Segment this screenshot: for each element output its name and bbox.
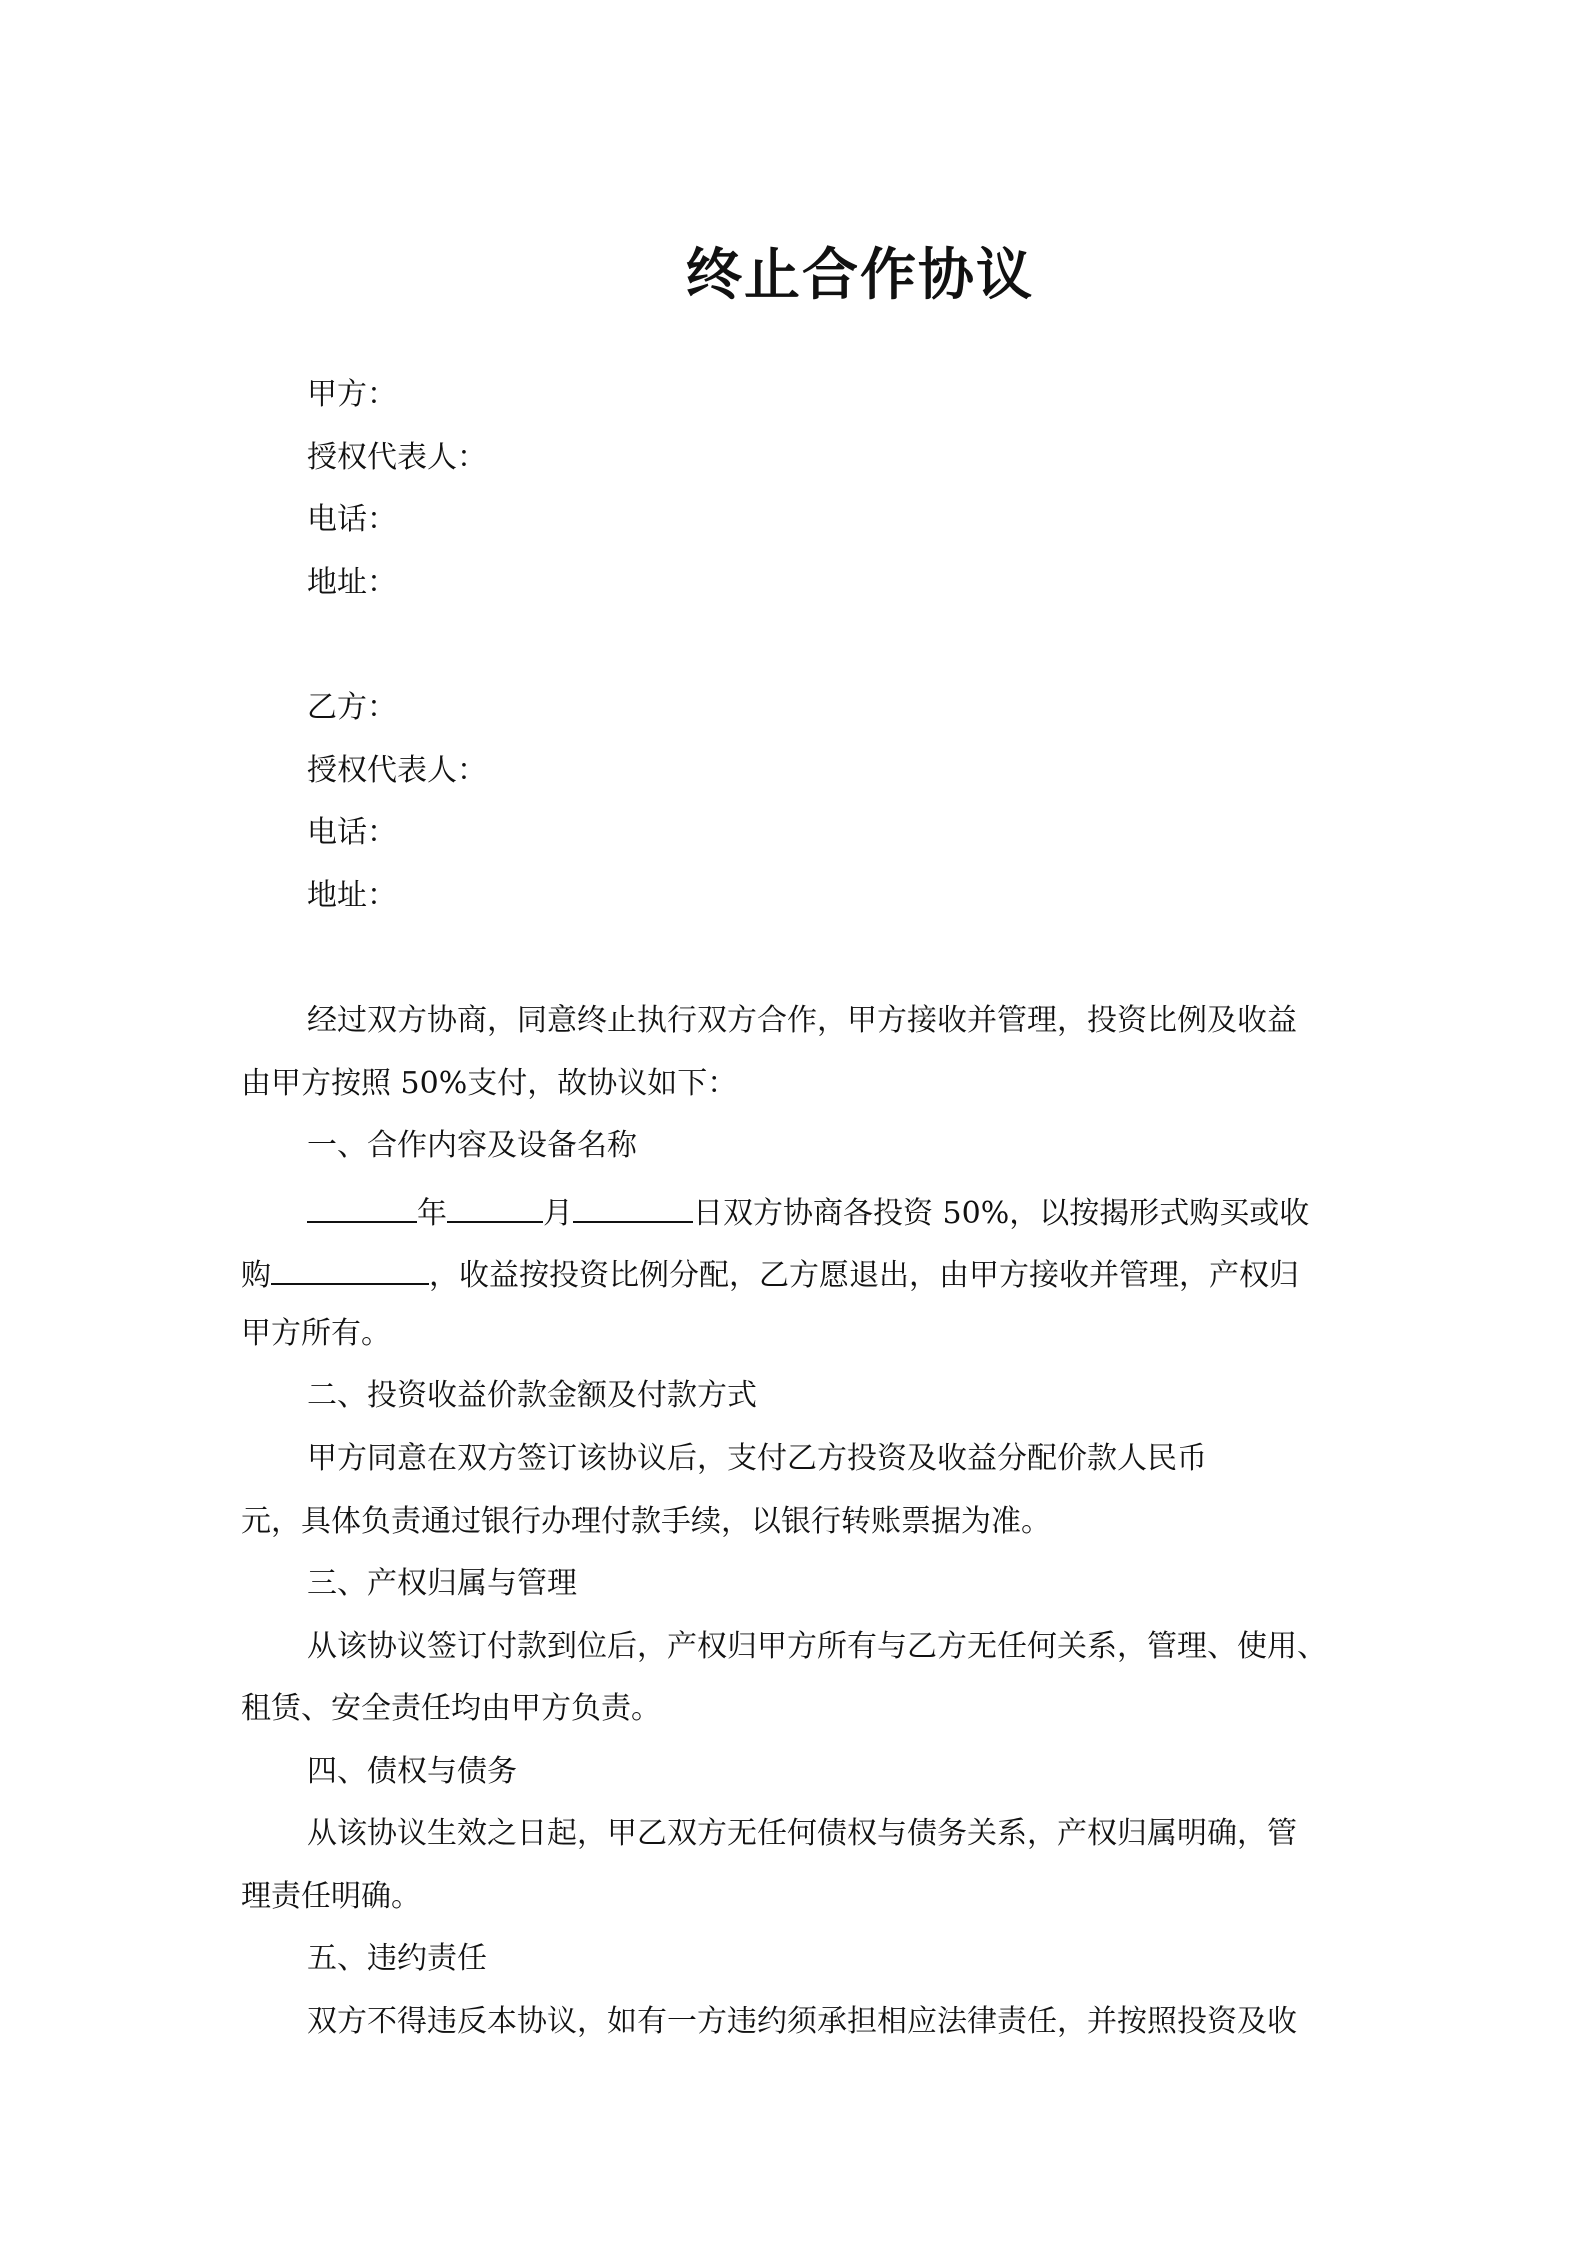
section-3-line-2: 租赁、安全责任均由甲方负责。 <box>241 1691 661 1726</box>
blank-item-field[interactable] <box>271 1251 429 1285</box>
party-a-address-label: 地址： <box>307 565 397 600</box>
party-b-name-label: 乙方： <box>307 690 397 725</box>
year-label: 年 <box>417 1196 447 1231</box>
section-1-line-2 <box>241 1251 1299 1296</box>
section-5-heading: 五、违约责任 <box>307 1941 487 1976</box>
blank-month-field[interactable] <box>447 1189 543 1223</box>
party-b-representative-label: 授权代表人： <box>307 753 487 788</box>
party-a-name-label: 甲方： <box>307 377 397 412</box>
section-1-line-3: 甲方所有。 <box>241 1316 391 1351</box>
section-2-heading: 二、投资收益价款金额及付款方式 <box>307 1378 757 1413</box>
section-1-line-2-text: ，收益按投资比例分配，乙方愿退出，由甲方接收并管理，产权归 <box>429 1258 1299 1293</box>
party-a-representative-label: 授权代表人： <box>307 440 487 475</box>
section-3-heading: 三、产权归属与管理 <box>307 1566 577 1601</box>
section-2-line-2: 元，具体负责通过银行办理付款手续，以银行转账票据为准。 <box>241 1504 1051 1539</box>
section-1-line-1 <box>307 1189 1309 1234</box>
document-title: 终止合作协议 <box>686 242 1034 308</box>
blank-year-field[interactable] <box>307 1189 417 1223</box>
section-4-line-2: 理责任明确。 <box>241 1879 421 1914</box>
party-a-phone-label: 电话： <box>307 502 397 537</box>
blank-day-field[interactable] <box>573 1189 693 1223</box>
section-4-line-1: 从该协议生效之日起，甲乙双方无任何债权与债务关系，产权归属明确，管 <box>307 1816 1297 1851</box>
intro-line-1: 经过双方协商，同意终止执行双方合作，甲方接收并管理，投资比例及收益 <box>307 1003 1297 1038</box>
party-b-address-label: 地址： <box>307 878 397 913</box>
party-b-phone-label: 电话： <box>307 815 397 850</box>
section-5-line-1: 双方不得违反本协议，如有一方违约须承担相应法律责任，并按照投资及收 <box>307 2004 1297 2039</box>
purchase-label: 购 <box>241 1258 271 1293</box>
section-2-line-1: 甲方同意在双方签订该协议后，支付乙方投资及收益分配价款人民币 <box>307 1441 1207 1476</box>
section-1-line-1-text: 日双方协商各投资 50%，以按揭形式购买或收 <box>693 1196 1310 1231</box>
section-1-heading: 一、合作内容及设备名称 <box>307 1128 637 1163</box>
month-label: 月 <box>543 1196 573 1231</box>
intro-line-2: 由甲方按照 50%支付，故协议如下： <box>241 1066 738 1101</box>
section-3-line-1: 从该协议签订付款到位后，产权归甲方所有与乙方无任何关系，管理、使用、 <box>307 1629 1327 1664</box>
section-4-heading: 四、债权与债务 <box>307 1754 517 1789</box>
